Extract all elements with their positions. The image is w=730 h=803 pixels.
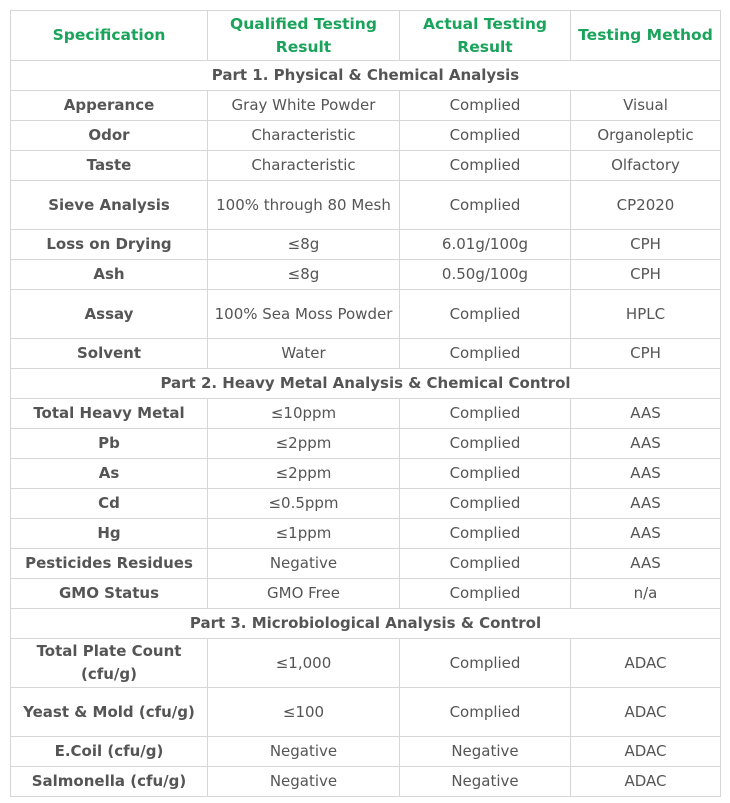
qualified-result-cell: ≤2ppm [208,459,400,489]
table-row [11,639,721,688]
table-row [11,230,721,260]
testing-method-cell: AAS [571,549,721,579]
actual-result-cell: Complied [400,339,571,369]
spec-name-cell: Yeast & Mold (cfu/g) [11,688,208,737]
qualified-result-cell: Gray White Powder [208,91,400,121]
actual-result-cell: 6.01g/100g [400,230,571,260]
table-row [11,399,721,429]
actual-result-cell: Complied [400,688,571,737]
table-row [11,339,721,369]
section-row [11,369,721,399]
table-row [11,181,721,230]
actual-result-cell: Complied [400,290,571,339]
actual-result-cell: Complied [400,151,571,181]
qualified-result-cell: ≤0.5ppm [208,489,400,519]
spec-name-cell: Assay [11,290,208,339]
testing-method-cell: HPLC [571,290,721,339]
testing-method-cell: ADAC [571,639,721,688]
spec-name-cell: Odor [11,121,208,151]
testing-method-cell: ADAC [571,767,721,797]
spec-name-cell: Sieve Analysis [11,181,208,230]
testing-method-cell: CPH [571,230,721,260]
table-row [11,767,721,797]
actual-result-cell: Complied [400,429,571,459]
spec-name-cell: Apperance [11,91,208,121]
spec-name-cell: Total Plate Count (cfu/g) [11,639,208,688]
spec-name-cell: Ash [11,260,208,290]
testing-method-cell: CP2020 [571,181,721,230]
section-title: Part 1. Physical & Chemical Analysis [11,61,721,91]
qualified-result-cell: Water [208,339,400,369]
testing-method-cell: Organoleptic [571,121,721,151]
testing-method-cell: Visual [571,91,721,121]
table-row [11,121,721,151]
qualified-result-cell: GMO Free [208,579,400,609]
qualified-result-cell: Negative [208,767,400,797]
testing-method-cell: AAS [571,489,721,519]
qualified-result-cell: ≤1,000 [208,639,400,688]
actual-result-cell: Complied [400,181,571,230]
table-row [11,737,721,767]
table-row [11,290,721,339]
spec-name-cell: Loss on Drying [11,230,208,260]
actual-result-cell: 0.50g/100g [400,260,571,290]
table-row [11,91,721,121]
qualified-result-cell: Negative [208,737,400,767]
table-row [11,688,721,737]
qualified-result-cell: 100% Sea Moss Powder [208,290,400,339]
table-row [11,459,721,489]
actual-result-cell: Complied [400,489,571,519]
spec-name-cell: Pesticides Residues [11,549,208,579]
section-title: Part 2. Heavy Metal Analysis & Chemical Control [11,369,721,399]
qualified-result-cell: Characteristic [208,121,400,151]
testing-method-cell: AAS [571,429,721,459]
table-body [11,61,721,797]
qualified-result-cell: ≤100 [208,688,400,737]
actual-result-cell: Complied [400,121,571,151]
actual-result-cell: Complied [400,549,571,579]
header-actual-result: Actual Testing Result [400,11,571,61]
qualified-result-cell: ≤8g [208,230,400,260]
qualified-result-cell: ≤2ppm [208,429,400,459]
testing-method-cell: AAS [571,459,721,489]
table-row [11,549,721,579]
spec-name-cell: Total Heavy Metal [11,399,208,429]
table-row [11,260,721,290]
spec-name-cell: Salmonella (cfu/g) [11,767,208,797]
testing-method-cell: Olfactory [571,151,721,181]
actual-result-cell: Complied [400,91,571,121]
spec-name-cell: Cd [11,489,208,519]
section-title: Part 3. Microbiological Analysis & Control [11,609,721,639]
section-row [11,61,721,91]
testing-method-cell: AAS [571,399,721,429]
table-row [11,429,721,459]
spec-name-cell: Hg [11,519,208,549]
qualified-result-cell: ≤1ppm [208,519,400,549]
table-row [11,519,721,549]
actual-result-cell: Complied [400,579,571,609]
spec-name-cell: Pb [11,429,208,459]
header-row [11,11,721,61]
testing-method-cell: CPH [571,260,721,290]
spec-name-cell: As [11,459,208,489]
actual-result-cell: Negative [400,737,571,767]
header-qualified-result: Qualified Testing Result [208,11,400,61]
table-row [11,579,721,609]
header-testing-method: Testing Method [571,11,721,61]
spec-name-cell: Solvent [11,339,208,369]
testing-method-cell: ADAC [571,737,721,767]
qualified-result-cell: 100% through 80 Mesh [208,181,400,230]
testing-method-cell: n/a [571,579,721,609]
actual-result-cell: Complied [400,459,571,489]
section-row [11,609,721,639]
testing-method-cell: AAS [571,519,721,549]
spec-name-cell: Taste [11,151,208,181]
qualified-result-cell: ≤10ppm [208,399,400,429]
specification-table [10,10,721,797]
table-row [11,151,721,181]
qualified-result-cell: ≤8g [208,260,400,290]
actual-result-cell: Complied [400,399,571,429]
actual-result-cell: Complied [400,639,571,688]
header-specification: Specification [11,11,208,61]
spec-name-cell: GMO Status [11,579,208,609]
qualified-result-cell: Characteristic [208,151,400,181]
spec-name-cell: E.Coil (cfu/g) [11,737,208,767]
table-row [11,489,721,519]
testing-method-cell: CPH [571,339,721,369]
actual-result-cell: Negative [400,767,571,797]
qualified-result-cell: Negative [208,549,400,579]
testing-method-cell: ADAC [571,688,721,737]
actual-result-cell: Complied [400,519,571,549]
